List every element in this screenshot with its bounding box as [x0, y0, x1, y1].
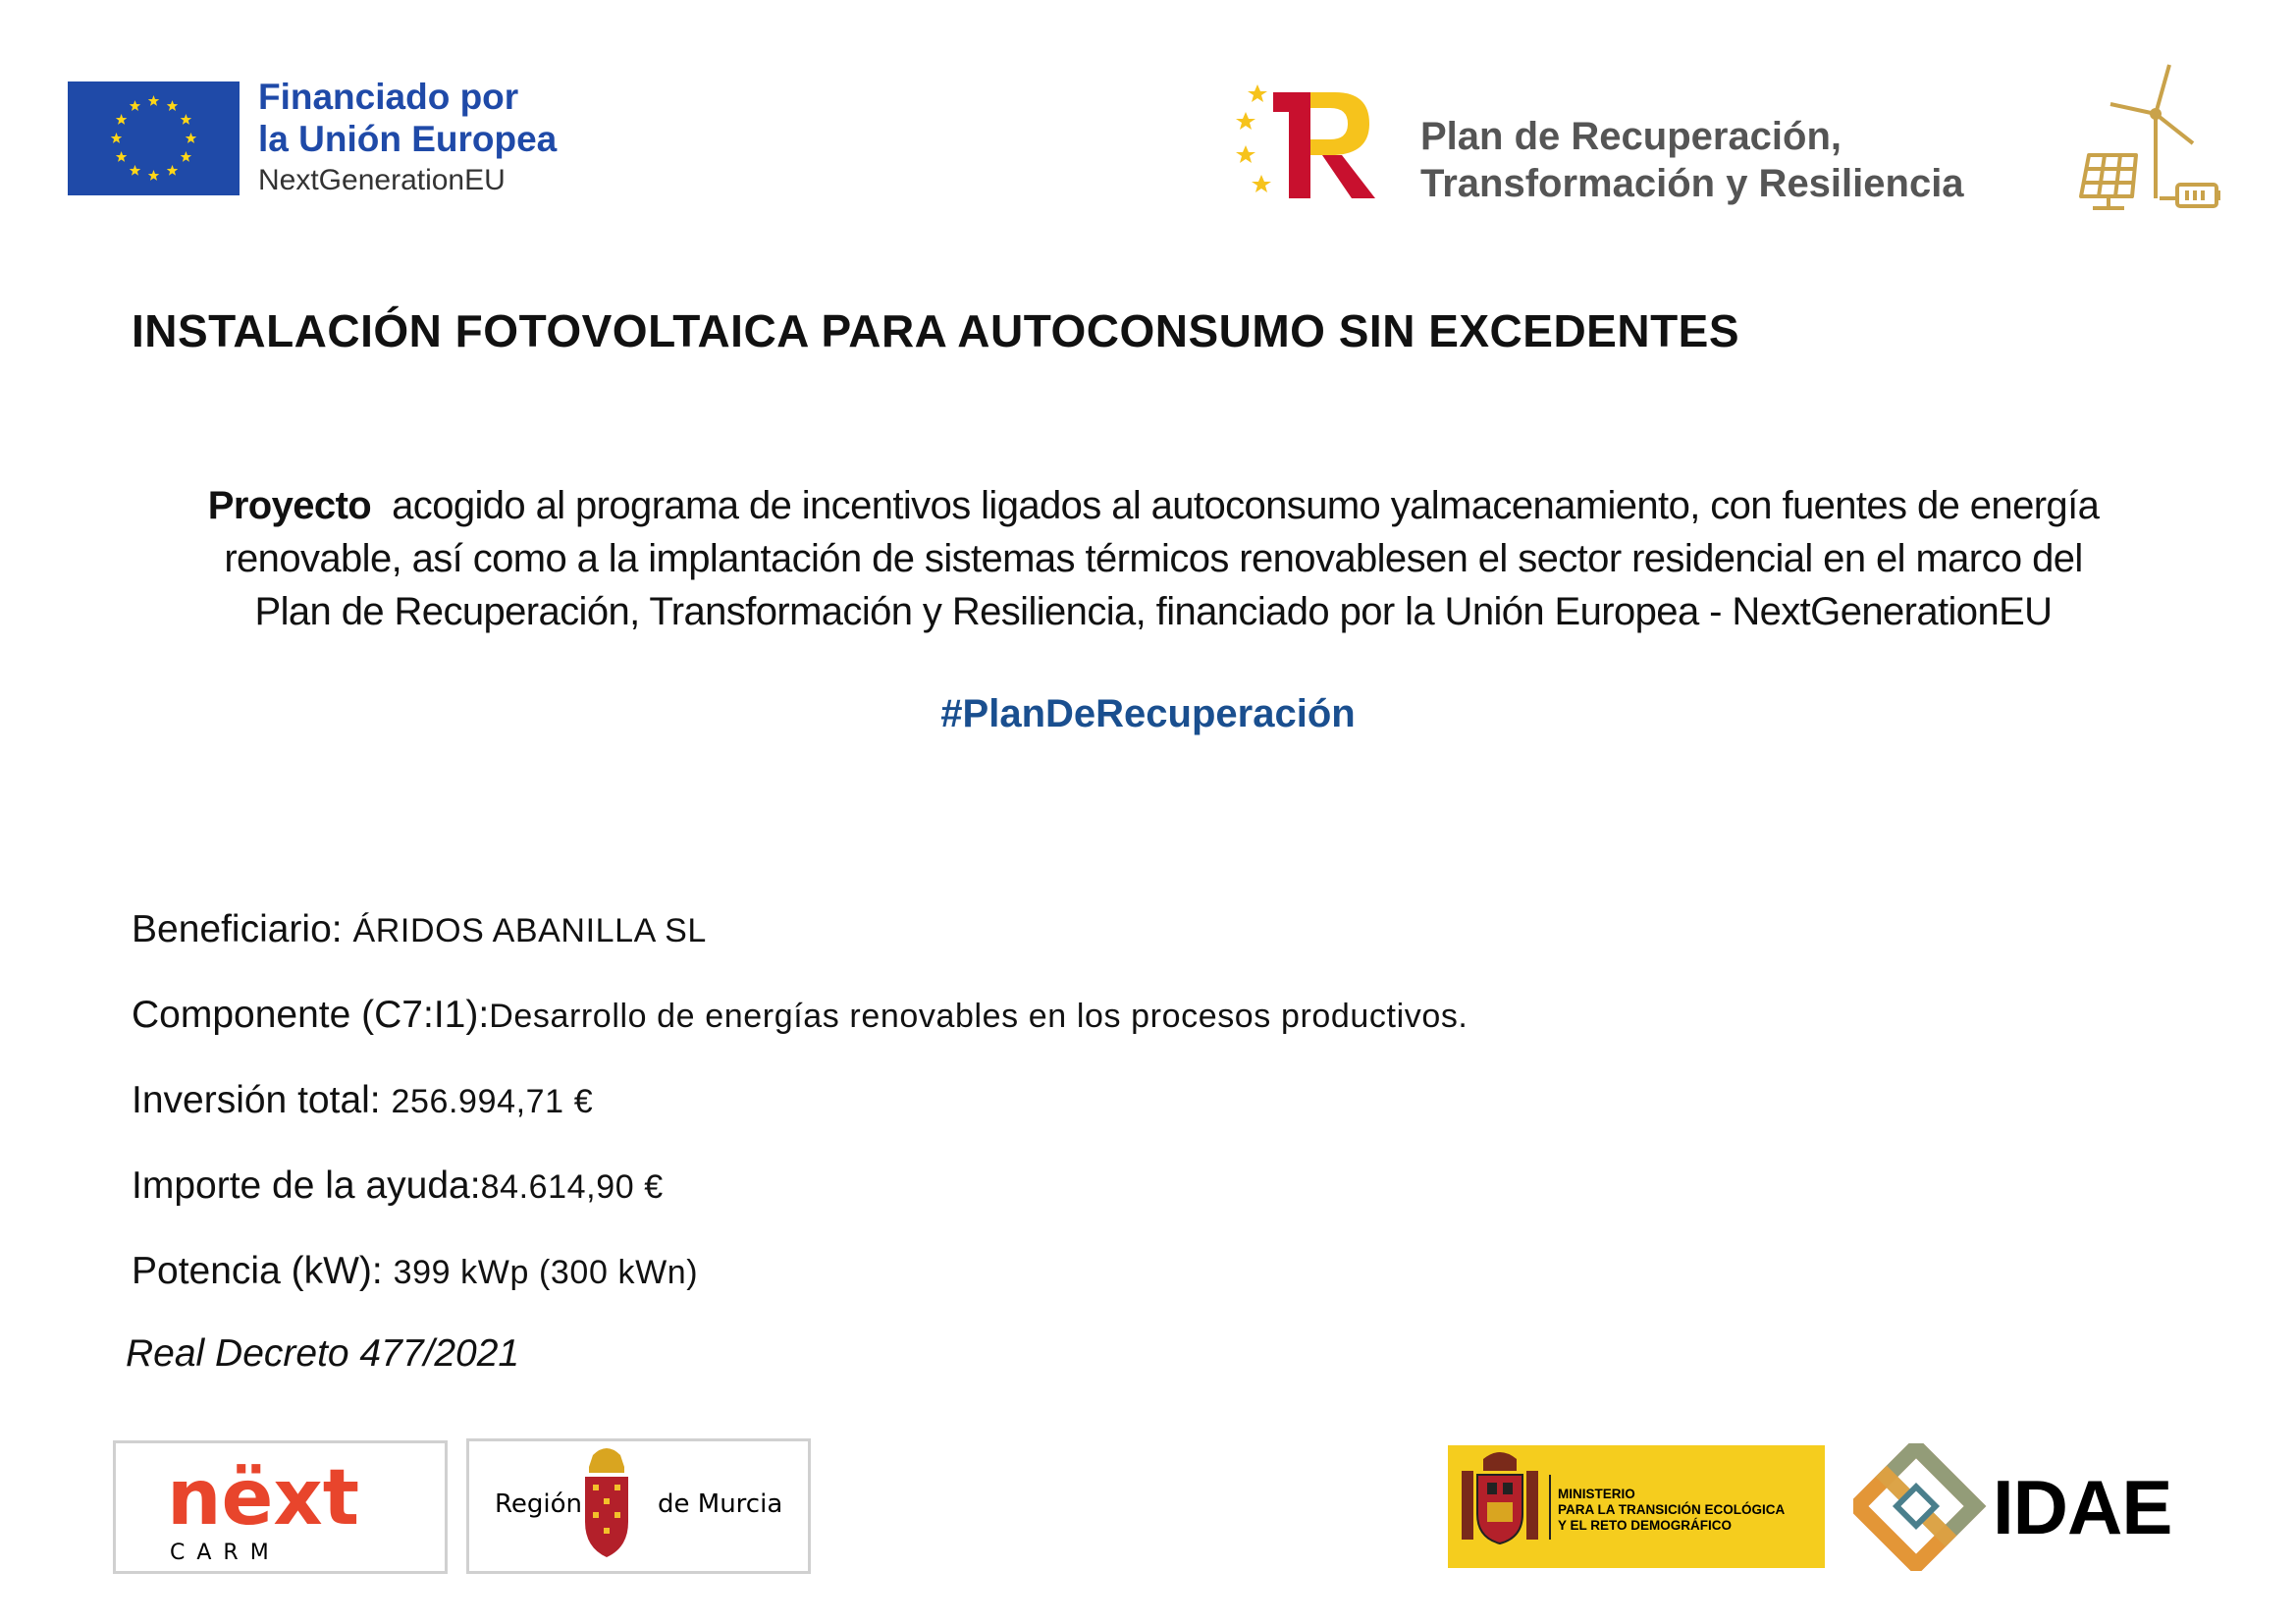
- murcia-crest-icon: [585, 1448, 628, 1557]
- description-line-1-text: acogido al programa de incentivos ligados al autoconsumo yalmacenamiento, con fuentes de energía: [392, 484, 2100, 527]
- next-carm-logo: [113, 1440, 448, 1574]
- description-line-1: [128, 479, 2179, 532]
- idae-symbol-icon: [1857, 1447, 1975, 1565]
- description-lead: Proyecto: [207, 484, 372, 527]
- hashtag: #PlanDeRecuperación: [940, 692, 1356, 735]
- description-line-2: renovable, así como a la implantación de sistemas térmicos renovablesen el sector residencial en el marco del: [224, 537, 2083, 580]
- field-componente: [132, 994, 1468, 1037]
- field-label: Importe de la ayuda:: [132, 1164, 481, 1207]
- field-value: 84.614,90 €: [480, 1168, 664, 1206]
- field-value: ÁRIDOS ABANILLA SL: [352, 912, 707, 949]
- eu-funding-text: [258, 77, 557, 198]
- murcia-right-text: de Murcia: [658, 1489, 783, 1519]
- prtr-line-1: Plan de Recuperación,: [1420, 115, 1842, 158]
- eu-line-2: la Unión Europea: [258, 118, 558, 159]
- field-importe: [132, 1164, 664, 1208]
- ministerio-line-2: PARA LA TRANSICIÓN ECOLÓGICA: [1558, 1502, 1786, 1517]
- eu-line-1: Financiado por: [258, 77, 519, 117]
- field-value: 399 kWp (300 kWn): [393, 1254, 699, 1291]
- eu-line-3: NextGenerationEU: [258, 164, 506, 197]
- next-carm-label: CARM: [170, 1541, 281, 1565]
- ministerio-logo: [1448, 1445, 1825, 1568]
- idae-text: IDAE: [1993, 1464, 2172, 1550]
- renewable-energy-icon: [2071, 61, 2228, 218]
- page-title: INSTALACIÓN FOTOVOLTAICA PARA AUTOCONSUMO SIN EXCEDENTES: [132, 305, 1740, 356]
- prtr-logo: [1232, 79, 1379, 200]
- field-potencia: [132, 1250, 698, 1293]
- decree-reference: Real Decreto 477/2021: [126, 1332, 520, 1375]
- prtr-text: [1420, 113, 1964, 207]
- field-label: Beneficiario:: [132, 908, 343, 950]
- murcia-left-text: Región: [495, 1489, 583, 1519]
- project-description: [128, 479, 2179, 638]
- field-label: Potencia (kW):: [132, 1250, 383, 1292]
- field-inversion: [132, 1079, 593, 1122]
- field-beneficiario: [132, 908, 707, 951]
- field-label: Componente (C7:I1):: [132, 994, 490, 1036]
- next-wordmark: nëxt: [167, 1454, 360, 1543]
- field-label: Inversión total:: [132, 1079, 381, 1121]
- ministerio-line-3: Y EL RETO DEMOGRÁFICO: [1558, 1518, 1733, 1533]
- description-line-3: Plan de Recuperación, Transformación y Resiliencia, financiado por la Unión Europea - NextGenerationEU: [254, 590, 2053, 633]
- prtr-line-2: Transformación y Resiliencia: [1420, 162, 1964, 205]
- region-murcia-logo: [466, 1438, 811, 1574]
- idae-logo: [1853, 1443, 2226, 1571]
- field-value: Desarrollo de energías renovables en los procesos productivos.: [489, 998, 1468, 1035]
- field-value: 256.994,71 €: [391, 1083, 594, 1120]
- ministerio-line-1: MINISTERIO: [1558, 1487, 1635, 1501]
- eu-flag-logo: [68, 81, 240, 195]
